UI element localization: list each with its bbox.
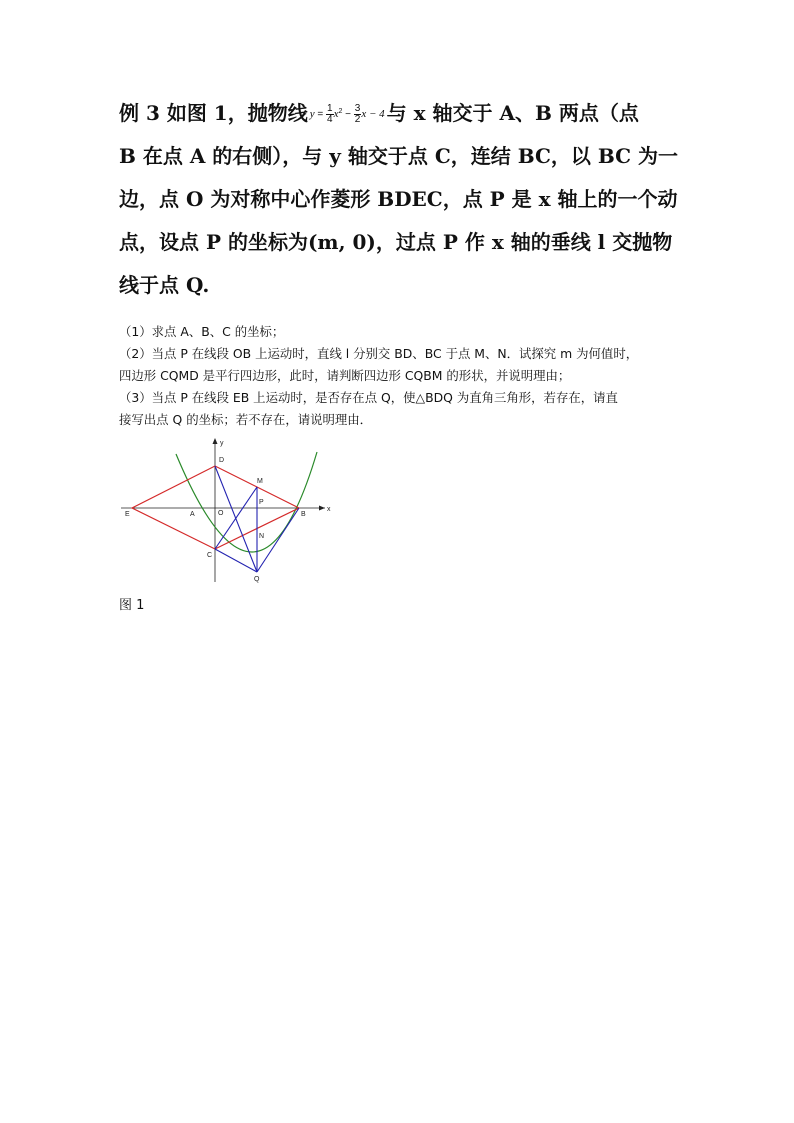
sub-questions xyxy=(119,321,679,431)
segment-cm xyxy=(215,487,257,549)
problem-line-3: 边，点 O 为对称中心作菱形 BDEC，点 P 是 x 轴上的一个动 xyxy=(119,187,678,211)
geometry-figure xyxy=(119,436,339,586)
label-x-axis: x xyxy=(327,506,331,513)
label-y-axis: y xyxy=(220,440,224,447)
question-1: （1）求点 A、B、C 的坐标； xyxy=(119,324,285,339)
label-b: B xyxy=(301,511,306,518)
problem-statement xyxy=(119,92,679,307)
question-3-line-1: （3）当点 P 在线段 EB 上运动时，是否存在点 Q，使△BDQ 为直角三角形，若存在，请直 xyxy=(119,390,618,405)
rhombus-bdec xyxy=(132,466,299,549)
label-o: O xyxy=(218,510,224,517)
label-a: A xyxy=(190,511,195,518)
x-axis-arrow xyxy=(319,506,325,511)
segment-dq xyxy=(215,466,257,572)
y-axis-arrow xyxy=(213,438,218,444)
label-c: C xyxy=(207,552,213,559)
label-e: E xyxy=(125,511,130,518)
figure-caption: 图 1 xyxy=(119,598,145,613)
label-q: Q xyxy=(254,576,260,583)
problem-line-2: B 在点 A 的右侧），与 y 轴交于点 C，连结 BC，以 BC 为一 xyxy=(119,144,679,168)
question-3-line-2: 接写出点 Q 的坐标；若不存在，请说明理由． xyxy=(119,412,373,427)
label-m: M xyxy=(257,478,263,485)
label-p: P xyxy=(259,499,264,506)
problem-line-1: 例 3 如图 1，抛物线 y = $\frac{1}{4}$ $x^2$ − $\frac{3}{2}$ x − 4 与 x 轴交于 A、B 两点（点 xyxy=(119,101,639,125)
label-n: N xyxy=(259,533,265,540)
parabola-formula: y = $\frac{1}{4}$ $x^2$ − $\frac{3}{2}$ x − 4 xyxy=(309,103,385,125)
label-d: D xyxy=(219,457,225,464)
fraction-three-halves: $\frac{3}{2}$ xyxy=(354,103,361,125)
problem-line-4: 点，设点 P 的坐标为(m, 0)，过点 P 作 x 轴的垂线 l 交抛物 xyxy=(119,230,673,254)
fraction-one-quarter: $\frac{1}{4}$ xyxy=(327,103,333,125)
problem-line-5: 线于点 Q. xyxy=(119,273,210,297)
question-2-line-1: （2）当点 P 在线段 OB 上运动时，直线 l 分别交 BD、BC 于点 M、N．试探究 m 为何值时， xyxy=(119,346,639,361)
question-2-line-2: 四边形 CQMD 是平行四边形，此时，请判断四边形 CQBM 的形状，并说明理由； xyxy=(119,368,571,383)
